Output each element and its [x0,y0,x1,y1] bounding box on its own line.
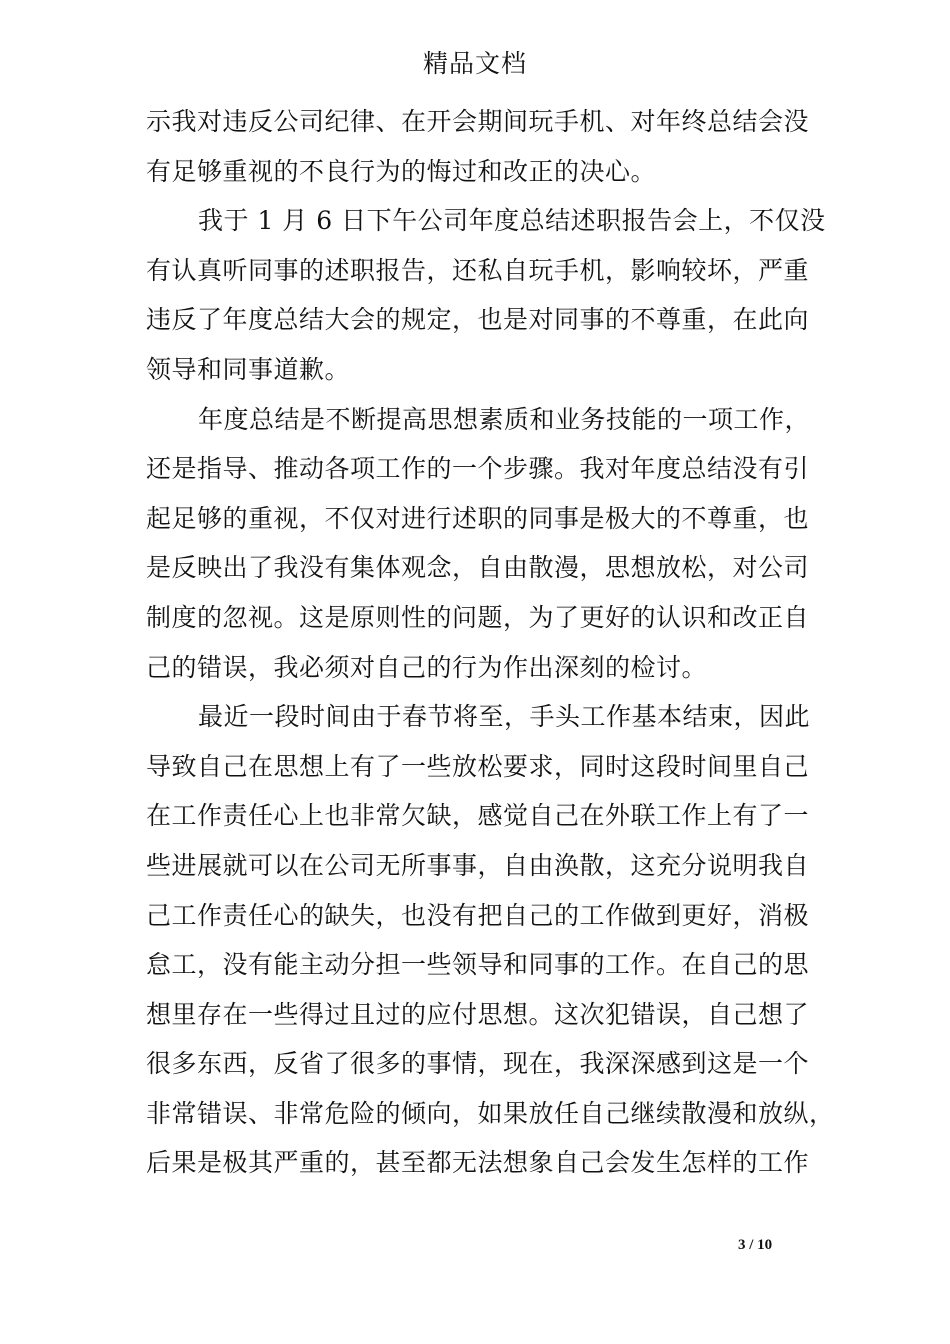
text-line: 在工作责任心上也非常欠缺，感觉自己在外联工作上有了一 [146,801,810,831]
text-line: 想里存在一些得过且过的应付思想。这次犯错误，自己想了 [146,999,810,1029]
text-line: 些进展就可以在公司无所事事，自由涣散，这充分说明我自 [146,850,810,880]
text-line: 制度的忽视。这是原则性的问题，为了更好的认识和改正自 [146,602,810,632]
text-line: 领导和同事道歉。 [146,354,351,384]
text-line: 有认真听同事的述职报告，还私自玩手机，影响较坏，严重 [146,255,810,285]
text-line: 是反映出了我没有集体观念，自由散漫，思想放松，对公司 [146,553,810,583]
page-number: 3 / 10 [738,1237,773,1253]
text-line: 怠工，没有能主动分担一些领导和同事的工作。在自己的思 [146,950,810,980]
text-line: 年度总结是不断提高思想素质和业务技能的一项工作， [198,404,811,434]
text-line: 后果是极其严重的，甚至都无法想象自己会发生怎样的工作 [146,1148,810,1178]
page-header: 精品文档 [422,49,527,78]
text-line: 示我对违反公司纪律、在开会期间玩手机、对年终总结会没 [146,107,810,136]
text-line: 有足够重视的不良行为的悔过和改正的决心。 [146,156,657,186]
text-line: 己工作责任心的缺失，也没有把自己的工作做到更好，消极 [146,900,810,930]
text-line: 己的错误，我必须对自己的行为作出深刻的检讨。 [146,652,708,682]
document-body [146,97,835,1188]
text-line: 很多东西，反省了很多的事情，现在，我深深感到这是一个 [146,1049,810,1079]
text-line: 导致自己在思想上有了一些放松要求，同时这段时间里自己 [146,751,810,781]
text-line: 起足够的重视，不仅对进行述职的同事是极大的不尊重，也 [146,503,810,533]
text-line: 非常错误、非常危险的倾向，如果放任自己继续散漫和放纵， [146,1098,835,1128]
text-line: 还是指导、推动各项工作的一个步骤。我对年度总结没有引 [146,454,810,484]
text-line: 违反了年度总结大会的规定，也是对同事的不尊重，在此向 [146,305,810,335]
text-line: 最近一段时间由于春节将至，手头工作基本结束，因此 [198,702,811,732]
text-line: 我于 1 月 6 日下午公司年度总结述职报告会上，不仅没 [198,206,826,236]
